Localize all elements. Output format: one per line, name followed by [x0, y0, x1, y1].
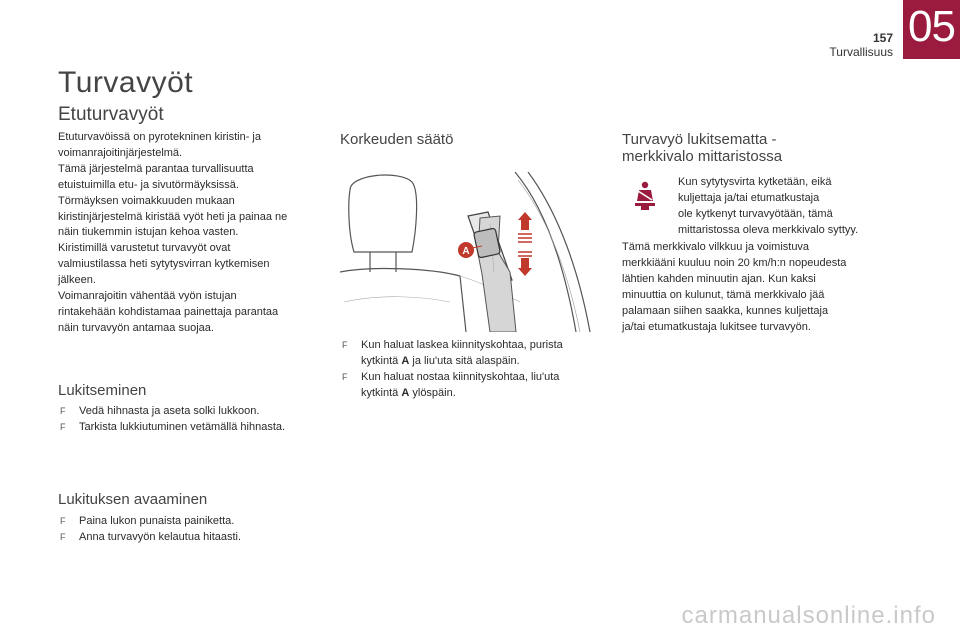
page-subtitle: Etuturvavyöt: [58, 104, 164, 125]
section-name: Turvallisuus: [829, 45, 893, 59]
seatbelt-height-illustration: [340, 172, 606, 332]
bullet-icon: F: [60, 516, 66, 526]
label-a-text: A: [462, 246, 470, 257]
page-number: 157: [872, 31, 893, 45]
warning-heading-line: merkkivalo mittaristossa: [622, 148, 783, 165]
list-item: F Kun haluat laskea kiinnityskohtaa, purista kytkintä A ja liu'uta sitä alaspäin.: [342, 339, 563, 367]
intro-line: Voimanrajoitin vähentää vyön istujan: [58, 290, 237, 303]
warning-icon-text: Kun sytytysvirta kytketään, eikä kuljettaja ja/tai etumatkustaja ole kytkenyt turvavyötään, tämä mittaristossa oleva merkkivalo syttyy.: [678, 176, 859, 236]
chapter-number: 05: [908, 2, 955, 51]
bullet-icon: F: [60, 421, 66, 432]
intro-line: kiristinjärjestelmä kiristää vyöt heti ja painaa ne: [58, 210, 288, 223]
height-list: [340, 338, 602, 402]
intro-line: rintakehään kohdistamaa painettaja parantaa: [58, 305, 279, 318]
page-title: Turvavyöt: [58, 66, 194, 99]
seatbelt-warning-icon: [632, 181, 658, 211]
warning-heading-line: Turvavyö lukitsematta -: [622, 131, 777, 148]
intro-line: näin turvavyön antamaa suojaa.: [58, 321, 214, 334]
chapter-tab: [903, 0, 960, 59]
unlocking-list: [58, 514, 320, 546]
arrow-up-icon: [518, 212, 532, 220]
bullet-icon: F: [60, 531, 66, 542]
intro-line: näin tiukemmin istujan kehoa vasten.: [58, 226, 239, 239]
intro-line: Tämä järjestelmä parantaa turvallisuutta: [58, 162, 254, 175]
watermark: carmanualsonline.info: [681, 602, 936, 629]
list-item: F Kun haluat nostaa kiinnityskohtaa, liu'uta kytkintä A ylöspäin.: [342, 370, 560, 399]
warning-heading: [622, 131, 892, 165]
intro-line: etuistuimilla etu- ja sivutörmäyksissä.: [58, 178, 239, 191]
list-item: F Anna turvavyön kelautua hitaasti.: [58, 530, 320, 546]
bullet-icon: F: [60, 406, 66, 416]
intro-line: Törmäyksen voimakkuuden mukaan: [58, 194, 235, 207]
intro-line: valmiustilassa heti sytytysvirran kytkemisen: [58, 258, 270, 271]
intro-line: jälkeen.: [58, 274, 96, 287]
intro-line: voimanrajoitinjärjestelmä.: [58, 146, 183, 159]
intro-line: Etuturvavöissä on pyrotekninen kiristin- ja: [58, 131, 261, 143]
list-item: F Paina lukon punaista painiketta.: [58, 514, 320, 530]
bullet-icon: F: [342, 340, 348, 350]
warning-body: Tämä merkkivalo vilkkuu ja voimistuva merkkiääni kuuluu noin 20 km/h:n nopeudesta lähtien kahden minuutin ajan. Kun kaksi minuuttia on kulunut, tämä merkkivalo jää palamaan siihen saakka, kunnes kuljettaja ja/tai etumatkustaja lukitsee turvavyön.: [622, 241, 847, 333]
bullet-icon: F: [342, 371, 348, 382]
intro-paragraph: [58, 130, 320, 337]
list-item: F Vedä hihnasta ja aseta solki lukkoon.: [58, 404, 320, 420]
list-item: F Tarkista lukkiutuminen vetämällä hihnasta.: [58, 420, 320, 436]
arrow-down-icon: [518, 268, 532, 276]
intro-line: Kiristimillä varustetut turvavyöt ovat: [58, 242, 231, 255]
locking-heading: Lukitseminen: [58, 382, 147, 399]
unlocking-heading: Lukituksen avaaminen: [58, 491, 208, 508]
locking-list: [58, 404, 320, 436]
height-heading: Korkeuden säätö: [340, 131, 454, 148]
